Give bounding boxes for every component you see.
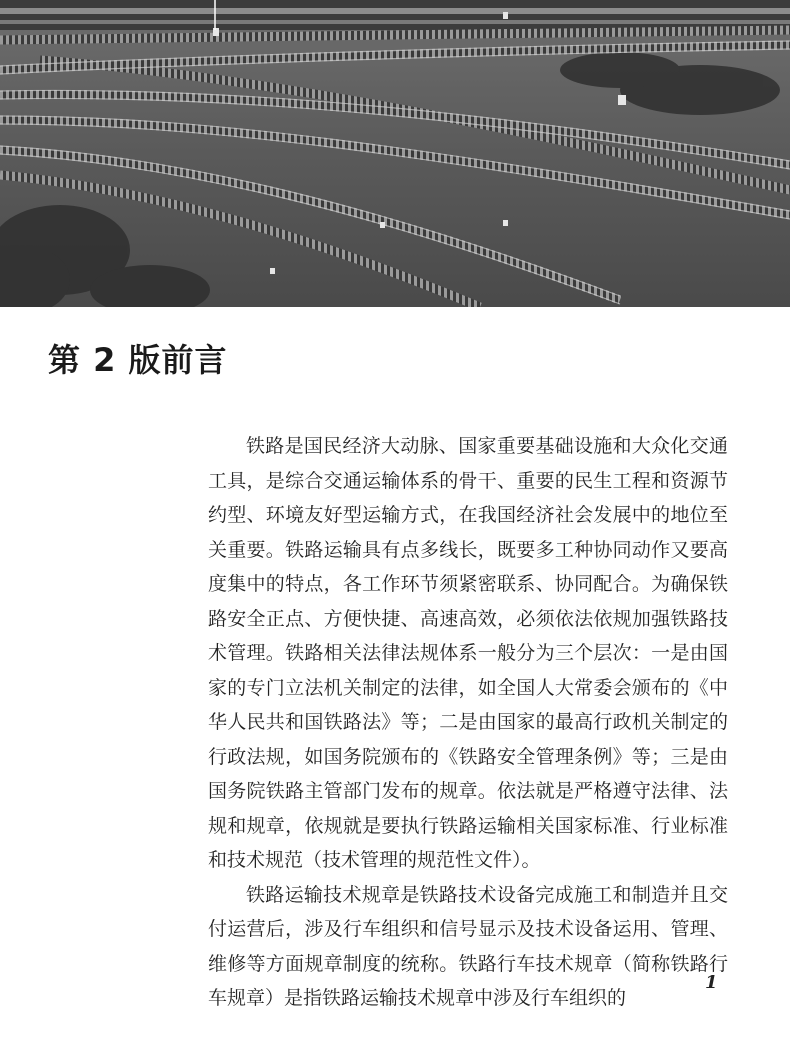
railway-tracks-photo: [0, 0, 790, 307]
page-number: 1: [705, 972, 718, 993]
paragraph: 铁路运输技术规章是铁路技术设备完成施工和制造并且交付运营后，涉及行车组织和信号显示及技术设备运用、管理、维修等方面规章制度的统称。铁路行车技术规章（简称铁路行车规章）是指铁路运输技术规章中涉及行车组织的: [208, 883, 728, 1009]
paragraph: 铁路是国民经济大动脉、国家重要基础设施和大众化交通工具，是综合交通运输体系的骨干、重要的民生工程和资源节约型、环境友好型运输方式，在我国经济社会发展中的地位至关重要。铁路运输具有点多线长，既要多工种协同动作又要高度集中的特点，各工作环节须紧密联系、协同配合。为确保铁路安全正点、方便快捷、高速高效，必须依法依规加强铁路技术管理。铁路相关法律法规体系一般分为三个层次：一是由国家的专门立法机关制定的法律，如全国人大常委会颁布的《中华人民共和国铁路法》等；二是由国家的最高行政机关制定的行政法规，如国务院颁布的《铁路安全管理条例》等；三是由国务院铁路主管部门发布的规章。依法就是严格遵守法律、法规和规章，依规就是要执行铁路运输相关国家标准、行业标准和技术规范（技术管理的规范性文件）。: [208, 435, 728, 871]
preface-body: [208, 429, 728, 1016]
chapter-title: 第 2 版前言: [48, 341, 228, 379]
